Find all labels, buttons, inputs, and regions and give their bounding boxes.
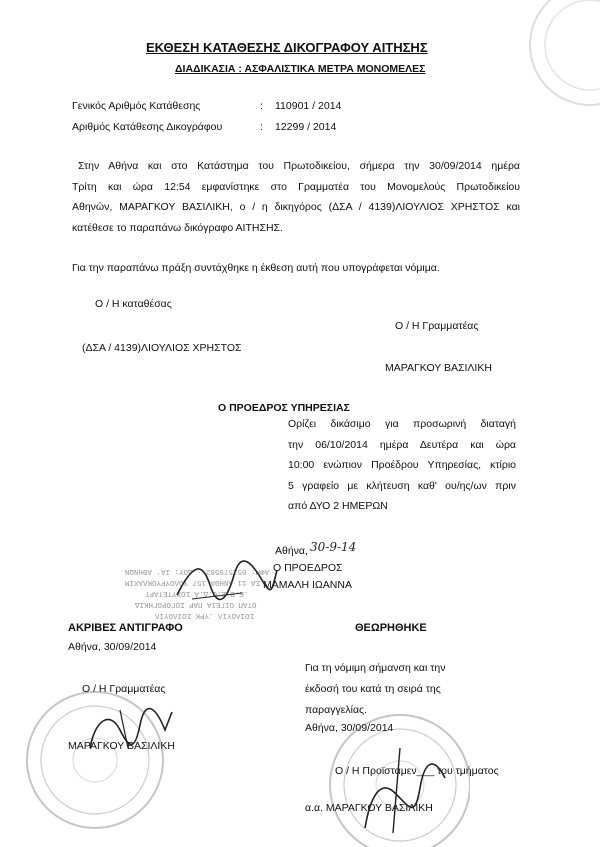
paragraph-line: Τρίτη και ώρα 12:54 εμφανίστηκε στο Γραμματέα του Μονομελούς Πρωτοδικείου: [72, 180, 520, 193]
reviewed-role: Ο / Η Προϊσταμεν___ του τμήματος: [335, 765, 499, 777]
document-filing-number-sep: :: [260, 121, 263, 133]
handwritten-date: 30-9-14: [310, 540, 357, 554]
lawyer-stamp: [125, 566, 335, 626]
stamp-line: ΑΦΜ: 052579582 - ΔΟΥ: ΙΑ' ΑΘΗΝΩΝ: [125, 567, 270, 575]
reviewed-line: παραγγελίας.: [305, 704, 368, 716]
document-title: ΕΚΘΕΣΗ ΚΑΤΑΘΕΣΗΣ ΔΙΚΟΓΡΑΦΟΥ ΑΙΤΗΣΗΣ: [146, 40, 428, 55]
secretary-name: ΜΑΡΑΓΚΟΥ ΒΑΣΙΛΙΚΗ: [385, 362, 492, 374]
paragraph-line: κατέθεσε το παραπάνω δικόγραφο ΑΙΤΗΣΗΣ.: [72, 221, 283, 234]
certified-name: ΜΑΡΑΓΚΟΥ ΒΑΣΙΛΙΚΗ: [68, 740, 175, 752]
order-line: 10:00 ενώπιον Προέδρου Υπηρεσίας, κτίριο: [288, 459, 516, 471]
stamp-line: .Ε.Β.Σ.Ο.Δ.Α ΣΟΧΥΤΕΤΑΡΤ: [145, 589, 249, 597]
order-line: 5 γραφείο με κλήτευση καθ' ου/ης/ων πριν: [288, 479, 516, 492]
secretary-signature: [80, 700, 180, 755]
closing-statement: Για την παραπάνω πράξη συντάχθηκε η έκθεση αυτή που υπογράφεται νόμιμα.: [72, 262, 440, 274]
certified-date: Αθήνα, 30/09/2014: [68, 641, 157, 653]
certified-role: Ο / Η Γραμματέας: [82, 683, 166, 695]
president-heading: Ο ΠΡΟΕΔΡΟΣ ΥΠΗΡΕΣΙΑΣ: [218, 402, 350, 414]
president-signer-name: ΜΑΜΑΛΗ ΙΩΑΝΝΑ: [263, 579, 352, 591]
general-filing-number-value: 110901 / 2014: [275, 100, 342, 112]
order-line: την 06/10/2014 ημέρα Δευτέρα και ώρα: [288, 438, 516, 451]
procedure-subtitle: ΔΙΑΔΙΚΑΣΙΑ : ΑΣΦΑΛΙΣΤΙΚΑ ΜΕΤΡΑ ΜΟΝΟΜΕΛΕΣ: [175, 63, 426, 75]
general-filing-number-sep: :: [260, 100, 263, 112]
reviewed-heading: ΘΕΩΡΗΘΗΚΕ: [355, 622, 427, 634]
reviewed-line: Για τη νόμιμη σήμανση και την: [305, 662, 446, 674]
reviewed-date: Αθήνα, 30/09/2014: [305, 722, 394, 734]
stamp-line: ΣΟΙΛΟΥΙΛ .ΥΡΚ ΣΟΙΛΟΥΙΛ: [155, 611, 255, 619]
depositor-label: Ο / Η καταθέσας: [95, 298, 172, 310]
document-filing-number-value: 12299 / 2014: [275, 121, 337, 133]
depositor-name: (ΔΣΑ / 4139)ΛΙΟΥΛΙΟΣ ΧΡΗΣΤΟΣ: [82, 342, 242, 354]
president-order: [288, 414, 516, 517]
secretary-label: Ο / Η Γραμματέας: [395, 320, 479, 332]
document-filing-number-label: Αριθμός Κατάθεσης Δικογράφου: [72, 121, 223, 133]
stamp-line: ΣΑ 11 ΑΝΗΘΑ 157 ΥΟΛΟΥΡΥΟΚΛΑΧΙΜ: [125, 578, 261, 586]
certified-copy-heading: ΑΚΡΙΒΕΣ ΑΝΤΙΓΡΑΦΟ: [68, 622, 183, 634]
supervisor-signature: [345, 738, 455, 838]
president-signer-label: Ο ΠΡΟΕΔΡΟΣ: [273, 562, 343, 574]
reviewed-signer: α.α. ΜΑΡΑΓΚΟΥ ΒΑΣΙΛΙΚΗ: [305, 802, 433, 814]
order-line: από ΔΥΟ 2 ΗΜΕΡΩΝ: [288, 500, 388, 512]
president-place-label: Αθήνα,: [275, 545, 308, 557]
order-line: Ορίζει δικάσιμο για προσωρινή διαταγή: [288, 418, 516, 430]
watermark-seal-top-right: [500, 0, 600, 140]
paragraph-line: Στην Αθήνα και στο Κατάστημα του Πρωτοδικείου, σήμερα την 30/09/2014 ημέρα: [78, 160, 520, 172]
general-filing-number-label: Γενικός Αριθμός Κατάθεσης: [72, 100, 201, 112]
deposit-paragraph: [72, 156, 520, 238]
reviewed-line: έκδοσή του κατά τη σειρά της: [305, 683, 441, 695]
stamp-line: ΟΤΑΠ ΟΙΓΕΙΑ ΠΑΡ ΣΟΓΟΡΟΓΗΚΙΔ: [135, 600, 257, 608]
paragraph-line: Αθηνών, ΜΑΡΑΓΚΟΥ ΒΑΣΙΛΙΚΗ, ο / η δικηγόρος (ΔΣΑ / 4139)ΛΙΟΥΛΙΟΣ ΧΡΗΣΤΟΣ και: [72, 201, 520, 213]
